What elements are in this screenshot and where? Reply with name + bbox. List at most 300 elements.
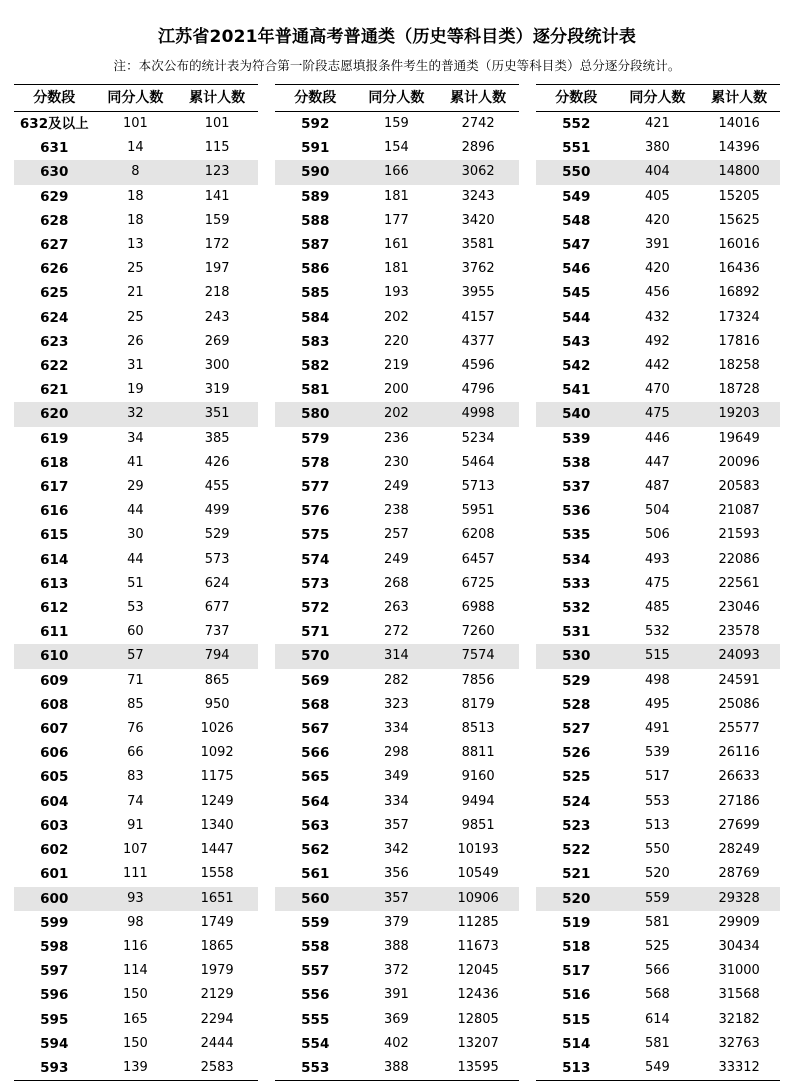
cell-same-score-count: 76 <box>127 721 144 737</box>
cell-cumulative-count: 26116 <box>718 745 760 761</box>
cell-score-range: 605 <box>40 769 69 786</box>
table-row <box>14 959 258 983</box>
cell-cumulative-count: 16016 <box>718 237 760 253</box>
cell-cumulative-count: 32763 <box>718 1035 760 1051</box>
cell-same-score-count: 93 <box>95 887 177 911</box>
cell-same-score-count: 166 <box>356 160 438 184</box>
table-row <box>536 548 780 572</box>
cell-score-range: 608 <box>40 696 69 713</box>
cell-score-range: 544 <box>562 309 591 326</box>
table-row <box>275 427 519 451</box>
cell-score-range: 617 <box>40 479 69 496</box>
cell-score-range: 598 <box>40 938 69 955</box>
cell-same-score-count: 116 <box>122 938 148 954</box>
cell-cumulative-count: 3243 <box>461 188 495 204</box>
cell-score-range: 547 <box>562 237 591 254</box>
cell-cumulative-count: 12045 <box>457 963 499 979</box>
cell-score-range: 553 <box>275 1056 356 1081</box>
cell-score-range: 541 <box>562 382 591 399</box>
table-row <box>14 281 258 305</box>
cell-cumulative-count: 9160 <box>461 769 495 785</box>
cell-score-range: 514 <box>562 1035 591 1052</box>
cell-score-range: 534 <box>562 551 591 568</box>
cell-score-range: 517 <box>562 963 591 980</box>
cell-cumulative-count: 499 <box>204 503 230 519</box>
cell-same-score-count: 41 <box>127 454 144 470</box>
cell-cumulative-count: 13595 <box>437 1056 519 1081</box>
table-row <box>275 209 519 233</box>
cell-cumulative-count: 33312 <box>698 1056 780 1081</box>
cell-cumulative-count: 1447 <box>200 842 234 858</box>
table-row <box>14 475 258 499</box>
cell-score-range: 569 <box>301 672 330 689</box>
cell-cumulative-count: 10906 <box>437 887 519 911</box>
cell-cumulative-count: 12436 <box>457 987 499 1003</box>
table-row <box>275 935 519 959</box>
table-row <box>275 983 519 1007</box>
cell-cumulative-count: 6457 <box>461 551 495 567</box>
cell-score-range: 618 <box>40 454 69 471</box>
cell-cumulative-count: 27186 <box>718 793 760 809</box>
table-row <box>536 378 780 402</box>
cell-score-range: 549 <box>562 188 591 205</box>
cell-same-score-count: 220 <box>383 333 409 349</box>
table-row <box>536 717 780 741</box>
cell-cumulative-count: 24093 <box>698 644 780 668</box>
cell-score-range: 575 <box>301 527 330 544</box>
table-row <box>14 209 258 233</box>
cell-same-score-count: 568 <box>644 987 670 1003</box>
cell-cumulative-count: 18258 <box>718 358 760 374</box>
cell-cumulative-count: 1651 <box>176 887 258 911</box>
table-row <box>275 257 519 281</box>
cell-same-score-count: 161 <box>383 237 409 253</box>
cell-score-range: 521 <box>562 866 591 883</box>
table-row <box>275 790 519 814</box>
table-row <box>14 112 258 137</box>
cell-same-score-count: 257 <box>383 527 409 543</box>
cell-score-range: 538 <box>562 454 591 471</box>
cell-score-range: 586 <box>301 261 330 278</box>
cell-score-range: 568 <box>301 696 330 713</box>
cell-score-range: 628 <box>40 212 69 229</box>
cell-cumulative-count: 1979 <box>200 963 234 979</box>
cell-same-score-count: 139 <box>95 1056 177 1081</box>
header-cumulative-count: 累计人数 <box>437 85 519 112</box>
cell-cumulative-count: 573 <box>204 551 230 567</box>
cell-same-score-count: 83 <box>127 769 144 785</box>
table-row <box>14 790 258 814</box>
cell-cumulative-count: 4377 <box>461 333 495 349</box>
table-row <box>14 572 258 596</box>
cell-score-range: 574 <box>301 551 330 568</box>
cell-cumulative-count: 737 <box>204 624 230 640</box>
cell-score-range: 580 <box>275 402 356 426</box>
score-table-2 <box>275 84 519 1081</box>
table-row <box>275 862 519 886</box>
cell-same-score-count: 107 <box>122 842 148 858</box>
cell-same-score-count: 566 <box>644 963 670 979</box>
table-row <box>275 959 519 983</box>
cell-score-range: 537 <box>562 479 591 496</box>
table-row <box>275 185 519 209</box>
cell-score-range: 557 <box>301 963 330 980</box>
cell-same-score-count: 404 <box>617 160 699 184</box>
table-body-2 <box>275 112 519 1081</box>
cell-cumulative-count: 21593 <box>718 527 760 543</box>
table-row <box>536 935 780 959</box>
cell-score-range: 522 <box>562 842 591 859</box>
cell-same-score-count: 495 <box>644 696 670 712</box>
table-row <box>536 112 780 137</box>
cell-score-range: 596 <box>40 987 69 1004</box>
table-row <box>275 669 519 693</box>
cell-same-score-count: 85 <box>127 696 144 712</box>
cell-score-range: 545 <box>562 285 591 302</box>
cell-same-score-count: 470 <box>644 382 670 398</box>
cell-cumulative-count: 624 <box>204 575 230 591</box>
table-row <box>536 814 780 838</box>
cell-score-range: 551 <box>562 140 591 157</box>
table-row <box>275 548 519 572</box>
cell-same-score-count: 219 <box>383 358 409 374</box>
table-row <box>536 1056 780 1081</box>
table-row <box>536 765 780 789</box>
table-row <box>275 887 519 911</box>
cell-same-score-count: 432 <box>644 309 670 325</box>
cell-cumulative-count: 22561 <box>718 575 760 591</box>
header-score-range: 分数段 <box>14 85 95 112</box>
table-row <box>14 427 258 451</box>
cell-cumulative-count: 29909 <box>718 914 760 930</box>
cell-same-score-count: 44 <box>127 503 144 519</box>
cell-same-score-count: 29 <box>127 479 144 495</box>
table-row <box>536 523 780 547</box>
cell-same-score-count: 263 <box>383 600 409 616</box>
cell-score-range: 585 <box>301 285 330 302</box>
table-row <box>275 741 519 765</box>
cell-same-score-count: 21 <box>127 285 144 301</box>
table-row <box>14 596 258 620</box>
cell-same-score-count: 150 <box>122 987 148 1003</box>
table-row <box>536 257 780 281</box>
table-row <box>536 669 780 693</box>
table-row <box>275 1056 519 1081</box>
cell-cumulative-count: 351 <box>176 402 258 426</box>
table-row <box>14 717 258 741</box>
table-row <box>275 160 519 184</box>
cell-score-range: 536 <box>562 503 591 520</box>
cell-cumulative-count: 950 <box>204 696 230 712</box>
cell-score-range: 556 <box>301 987 330 1004</box>
cell-cumulative-count: 22086 <box>718 551 760 567</box>
cell-same-score-count: 581 <box>644 1035 670 1051</box>
cell-same-score-count: 517 <box>644 769 670 785</box>
cell-score-range: 626 <box>40 261 69 278</box>
cell-same-score-count: 25 <box>127 309 144 325</box>
cell-same-score-count: 342 <box>383 842 409 858</box>
table-row <box>14 136 258 160</box>
cell-cumulative-count: 12805 <box>457 1011 499 1027</box>
cell-cumulative-count: 30434 <box>718 938 760 954</box>
cell-cumulative-count: 5951 <box>461 503 495 519</box>
cell-score-range: 604 <box>40 793 69 810</box>
cell-score-range: 615 <box>40 527 69 544</box>
cell-cumulative-count: 4796 <box>461 382 495 398</box>
cell-same-score-count: 202 <box>383 309 409 325</box>
table-row <box>275 330 519 354</box>
cell-score-range: 529 <box>562 672 591 689</box>
cell-same-score-count: 420 <box>644 212 670 228</box>
table-row <box>14 693 258 717</box>
cell-cumulative-count: 28769 <box>718 866 760 882</box>
cell-score-range: 559 <box>301 914 330 931</box>
cell-same-score-count: 493 <box>644 551 670 567</box>
table-row <box>14 548 258 572</box>
header-cumulative-count: 累计人数 <box>698 85 780 112</box>
cell-same-score-count: 549 <box>617 1056 699 1081</box>
cell-cumulative-count: 385 <box>204 430 230 446</box>
cell-cumulative-count: 16436 <box>718 261 760 277</box>
cell-score-range: 533 <box>562 575 591 592</box>
cell-score-range: 627 <box>40 237 69 254</box>
cell-score-range: 581 <box>301 382 330 399</box>
table-row <box>536 330 780 354</box>
header-same-score-count: 同分人数 <box>617 85 699 112</box>
cell-score-range: 535 <box>562 527 591 544</box>
cell-cumulative-count: 29328 <box>698 887 780 911</box>
cell-score-range: 582 <box>301 358 330 375</box>
table-row <box>275 717 519 741</box>
cell-same-score-count: 487 <box>644 479 670 495</box>
cell-cumulative-count: 115 <box>204 140 230 156</box>
cell-cumulative-count: 1026 <box>200 721 234 737</box>
cell-same-score-count: 559 <box>617 887 699 911</box>
cell-cumulative-count: 4596 <box>461 358 495 374</box>
cell-cumulative-count: 20583 <box>718 479 760 495</box>
table-row <box>536 644 780 668</box>
cell-score-range: 524 <box>562 793 591 810</box>
cell-cumulative-count: 1340 <box>200 817 234 833</box>
table-row <box>275 838 519 862</box>
cell-score-range: 573 <box>301 575 330 592</box>
table-row <box>14 451 258 475</box>
table-row <box>536 233 780 257</box>
cell-same-score-count: 249 <box>383 551 409 567</box>
cell-same-score-count: 492 <box>644 333 670 349</box>
table-row <box>536 572 780 596</box>
table-row <box>275 596 519 620</box>
table-row <box>14 669 258 693</box>
table-body-3 <box>536 112 780 1081</box>
cell-cumulative-count: 243 <box>204 309 230 325</box>
table-row <box>14 499 258 523</box>
score-table-1 <box>14 84 258 1081</box>
table-row <box>275 475 519 499</box>
cell-cumulative-count: 20096 <box>718 454 760 470</box>
cell-score-range: 565 <box>301 769 330 786</box>
cell-cumulative-count: 677 <box>204 600 230 616</box>
cell-cumulative-count: 865 <box>204 672 230 688</box>
cell-same-score-count: 238 <box>383 503 409 519</box>
cell-cumulative-count: 794 <box>176 644 258 668</box>
cell-score-range: 590 <box>275 160 356 184</box>
cell-cumulative-count: 2896 <box>461 140 495 156</box>
cell-score-range: 632及以上 <box>19 116 89 132</box>
cell-same-score-count: 34 <box>127 430 144 446</box>
cell-same-score-count: 491 <box>644 721 670 737</box>
cell-same-score-count: 446 <box>644 430 670 446</box>
cell-same-score-count: 230 <box>383 454 409 470</box>
cell-same-score-count: 420 <box>644 261 670 277</box>
cell-same-score-count: 154 <box>383 140 409 156</box>
cell-cumulative-count: 2294 <box>200 1011 234 1027</box>
cell-score-range: 578 <box>301 454 330 471</box>
cell-score-range: 520 <box>536 887 617 911</box>
cell-score-range: 624 <box>40 309 69 326</box>
cell-same-score-count: 553 <box>644 793 670 809</box>
cell-score-range: 614 <box>40 551 69 568</box>
cell-cumulative-count: 13207 <box>457 1035 499 1051</box>
cell-score-range: 552 <box>562 116 591 132</box>
cell-score-range: 513 <box>536 1056 617 1081</box>
cell-score-range: 558 <box>301 938 330 955</box>
table-row <box>14 1056 258 1081</box>
cell-cumulative-count: 3762 <box>461 261 495 277</box>
cell-score-range: 611 <box>40 624 69 641</box>
cell-cumulative-count: 10549 <box>457 866 499 882</box>
table-row <box>275 693 519 717</box>
cell-same-score-count: 334 <box>383 793 409 809</box>
cell-cumulative-count: 2583 <box>176 1056 258 1081</box>
cell-same-score-count: 51 <box>127 575 144 591</box>
cell-score-range: 530 <box>536 644 617 668</box>
header-score-range: 分数段 <box>275 85 356 112</box>
cell-same-score-count: 53 <box>127 600 144 616</box>
cell-same-score-count: 334 <box>383 721 409 737</box>
cell-same-score-count: 236 <box>383 430 409 446</box>
cell-score-range: 567 <box>301 721 330 738</box>
cell-same-score-count: 200 <box>383 382 409 398</box>
cell-score-range: 600 <box>14 887 95 911</box>
cell-score-range: 601 <box>40 866 69 883</box>
cell-cumulative-count: 14016 <box>718 116 760 131</box>
cell-same-score-count: 18 <box>127 212 144 228</box>
cell-same-score-count: 8 <box>95 160 177 184</box>
table-row <box>536 620 780 644</box>
table-row <box>14 330 258 354</box>
cell-score-range: 619 <box>40 430 69 447</box>
cell-cumulative-count: 101 <box>204 116 230 131</box>
cell-cumulative-count: 1092 <box>200 745 234 761</box>
cell-cumulative-count: 218 <box>204 285 230 301</box>
cell-cumulative-count: 18728 <box>718 382 760 398</box>
cell-same-score-count: 515 <box>617 644 699 668</box>
cell-cumulative-count: 1249 <box>200 793 234 809</box>
cell-score-range: 543 <box>562 333 591 350</box>
cell-score-range: 588 <box>301 212 330 229</box>
cell-same-score-count: 57 <box>95 644 177 668</box>
table-row <box>275 1032 519 1056</box>
cell-same-score-count: 520 <box>644 866 670 882</box>
cell-cumulative-count: 4998 <box>437 402 519 426</box>
cell-same-score-count: 31 <box>127 358 144 374</box>
header-same-score-count: 同分人数 <box>356 85 438 112</box>
cell-same-score-count: 60 <box>127 624 144 640</box>
cell-score-range: 607 <box>40 721 69 738</box>
cell-cumulative-count: 8811 <box>461 745 495 761</box>
cell-score-range: 523 <box>562 817 591 834</box>
table-row <box>536 160 780 184</box>
cell-score-range: 570 <box>275 644 356 668</box>
table-row <box>536 1008 780 1032</box>
cell-cumulative-count: 16892 <box>718 285 760 301</box>
cell-score-range: 571 <box>301 624 330 641</box>
header-same-score-count: 同分人数 <box>95 85 177 112</box>
cell-score-range: 576 <box>301 503 330 520</box>
cell-same-score-count: 165 <box>122 1011 148 1027</box>
cell-score-range: 625 <box>40 285 69 302</box>
cell-cumulative-count: 7260 <box>461 624 495 640</box>
cell-same-score-count: 13 <box>127 237 144 253</box>
cell-cumulative-count: 10193 <box>457 842 499 858</box>
score-table-3 <box>536 84 780 1081</box>
cell-cumulative-count: 141 <box>204 188 230 204</box>
cell-same-score-count: 532 <box>644 624 670 640</box>
cell-cumulative-count: 5464 <box>461 454 495 470</box>
cell-cumulative-count: 25577 <box>718 721 760 737</box>
table-row <box>14 765 258 789</box>
table-row <box>536 475 780 499</box>
cell-score-range: 519 <box>562 914 591 931</box>
cell-score-range: 613 <box>40 575 69 592</box>
cell-same-score-count: 114 <box>122 963 148 979</box>
cell-score-range: 583 <box>301 333 330 350</box>
cell-score-range: 546 <box>562 261 591 278</box>
cell-same-score-count: 442 <box>644 358 670 374</box>
cell-cumulative-count: 24591 <box>718 672 760 688</box>
cell-score-range: 518 <box>562 938 591 955</box>
cell-same-score-count: 32 <box>95 402 177 426</box>
table-block-2 <box>275 84 519 1081</box>
table-row <box>14 1032 258 1056</box>
table-row <box>536 741 780 765</box>
cell-same-score-count: 475 <box>617 402 699 426</box>
cell-same-score-count: 357 <box>383 817 409 833</box>
cell-cumulative-count: 5713 <box>461 479 495 495</box>
cell-score-range: 542 <box>562 358 591 375</box>
cell-cumulative-count: 27699 <box>718 817 760 833</box>
table-row <box>275 911 519 935</box>
cell-cumulative-count: 1865 <box>200 938 234 954</box>
cell-cumulative-count: 6208 <box>461 527 495 543</box>
cell-same-score-count: 504 <box>644 503 670 519</box>
cell-cumulative-count: 6988 <box>461 600 495 616</box>
table-block-1 <box>14 84 258 1081</box>
cell-cumulative-count: 2742 <box>461 116 495 131</box>
table-row <box>14 185 258 209</box>
cell-same-score-count: 550 <box>644 842 670 858</box>
table-row <box>275 136 519 160</box>
cell-score-range: 527 <box>562 721 591 738</box>
table-row <box>14 378 258 402</box>
cell-score-range: 516 <box>562 987 591 1004</box>
cell-same-score-count: 18 <box>127 188 144 204</box>
table-header-row <box>536 85 780 112</box>
table-row <box>275 644 519 668</box>
cell-score-range: 591 <box>301 140 330 157</box>
cell-same-score-count: 614 <box>644 1011 670 1027</box>
